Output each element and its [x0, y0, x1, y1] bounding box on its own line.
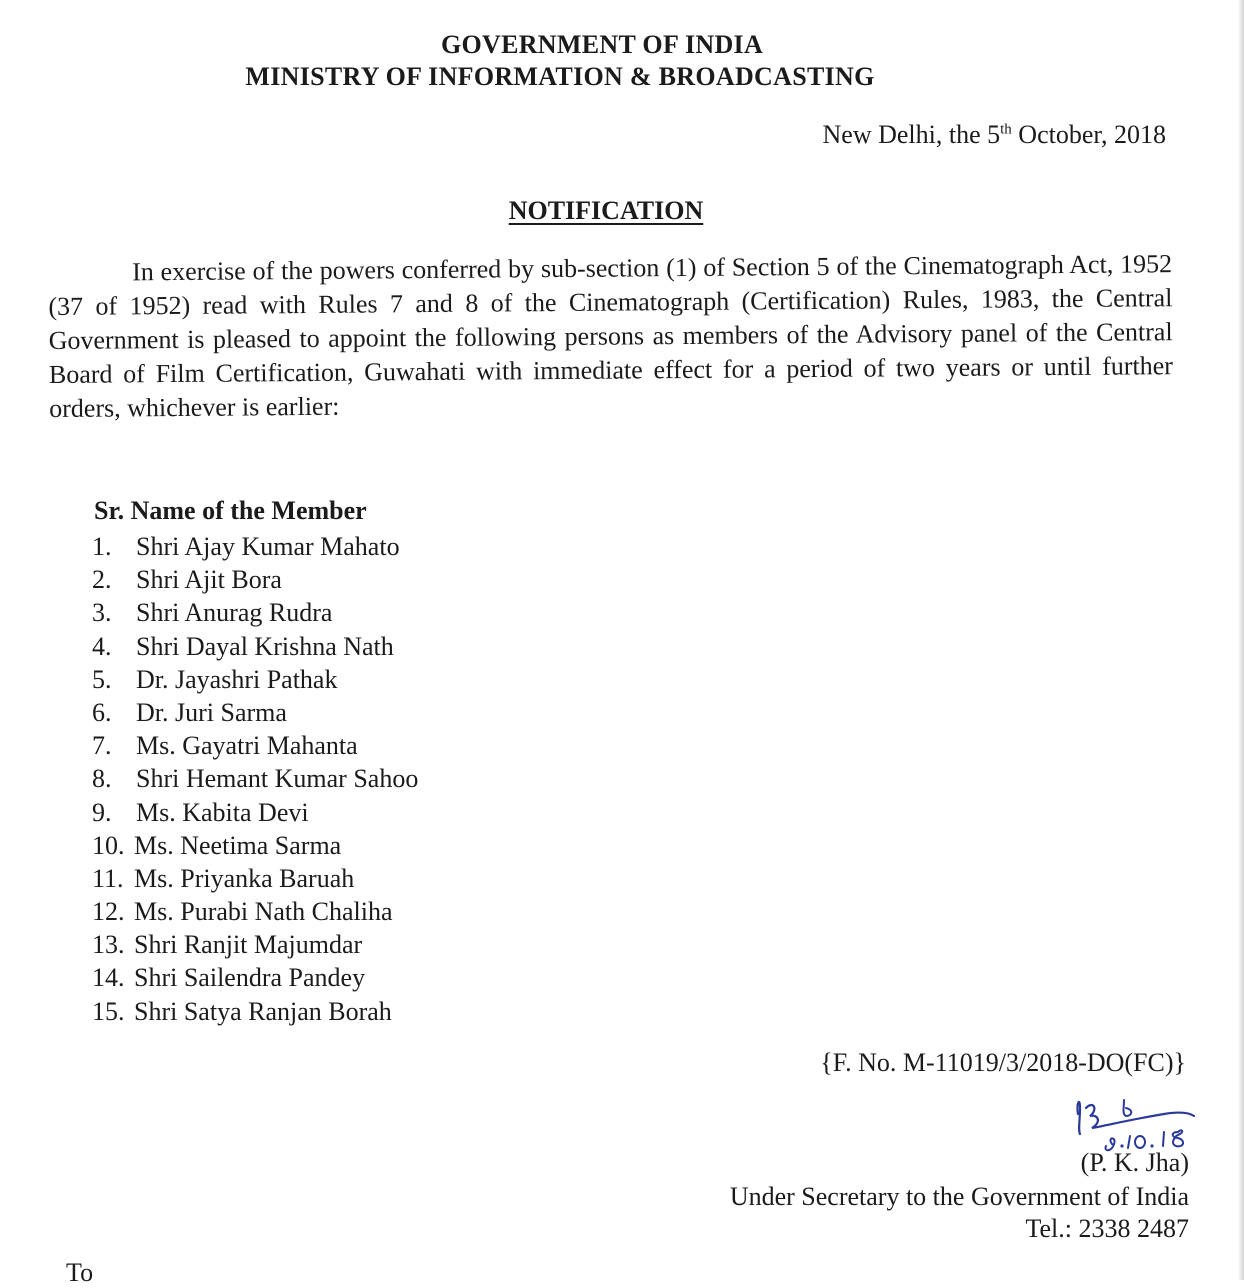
member-name: Ms. Kabita Devi — [136, 797, 309, 827]
notification-title: NOTIFICATION — [508, 196, 704, 225]
item-number: 3. — [92, 598, 112, 628]
list-item — [92, 630, 418, 663]
issue-date — [823, 120, 1167, 150]
member-name: Shri Ranjit Majumdar — [134, 930, 363, 960]
item-number: 7. — [92, 731, 112, 761]
list-item — [92, 762, 418, 795]
member-name: Shri Sailendra Pandey — [134, 963, 366, 993]
item-number: 10. — [92, 830, 125, 860]
item-number: 6. — [92, 697, 112, 727]
signatory-name: (P. K. Jha) — [1080, 1148, 1189, 1177]
scan-edge-shadow — [1238, 0, 1244, 1280]
signatory-telephone: Tel.: 2338 2487 — [1025, 1214, 1189, 1243]
list-item — [92, 895, 418, 928]
item-number: 15. — [92, 996, 125, 1026]
list-item — [92, 928, 418, 961]
list-item — [92, 995, 418, 1028]
member-list-heading: Sr. Name of the Member — [94, 496, 367, 525]
date-ordinal-suffix: th — [1000, 121, 1012, 138]
item-number: 9. — [92, 797, 112, 827]
item-number: 4. — [92, 631, 112, 661]
item-number: 8. — [92, 764, 112, 794]
list-item — [92, 563, 418, 596]
handwritten-signature — [1068, 1086, 1208, 1156]
addressee-label: To — [66, 1258, 94, 1287]
list-item — [92, 729, 418, 762]
item-number: 1. — [92, 532, 112, 561]
list-item — [92, 596, 418, 629]
item-number: 11. — [92, 863, 124, 893]
signatory-designation: Under Secretary to the Government of India — [729, 1182, 1189, 1211]
list-item — [92, 961, 418, 994]
file-number: {F. No. M-11019/3/2018-DO(FC)} — [820, 1048, 1186, 1077]
list-item — [92, 696, 418, 729]
member-name: Shri Ajit Bora — [136, 565, 282, 595]
header-ministry: MINISTRY OF INFORMATION & BROADCASTING — [245, 62, 875, 91]
member-name: Shri Satya Ranjan Borah — [134, 996, 392, 1026]
member-name: Ms. Gayatri Mahanta — [136, 731, 358, 761]
member-name: Dr. Jayashri Pathak — [136, 664, 338, 694]
item-number: 5. — [92, 664, 112, 694]
member-list — [92, 530, 418, 1028]
date-rest: October, 2018 — [1011, 120, 1166, 149]
member-name: Dr. Juri Sarma — [136, 697, 287, 727]
member-name: Ms. Neetima Sarma — [134, 830, 342, 860]
list-item — [92, 663, 418, 696]
header-government: GOVERNMENT OF INDIA — [440, 30, 764, 59]
member-name: Ms. Priyanka Baruah — [134, 863, 355, 893]
notification-body: In exercise of the powers conferred by sub-section (1) of Section 5 of the Cinematograph Act, 1952 (37 of 1952) read with Rules 7 and 8 of the Cinematograph (Certification) Rules, 1983, the Central Government is pleased to appoint the following persons as members of the Advisory panel of the Central Board of Film Certification, Guwahati with immediate effect for a period of two years or until further orders, whichever is earlier: — [48, 249, 1174, 423]
member-name: Shri Anurag Rudra — [136, 598, 333, 628]
date-prefix: New Delhi, the 5 — [822, 120, 1001, 149]
list-item — [92, 862, 418, 895]
item-number: 12. — [92, 897, 125, 927]
item-number: 14. — [92, 963, 125, 993]
list-item — [92, 829, 418, 862]
member-name: Shri Hemant Kumar Sahoo — [136, 764, 419, 794]
list-item — [92, 530, 418, 563]
member-name: Ms. Purabi Nath Chaliha — [134, 897, 393, 927]
member-name: Shri Ajay Kumar Mahato — [136, 532, 400, 561]
list-item — [92, 796, 418, 829]
item-number: 2. — [92, 565, 112, 595]
member-name: Shri Dayal Krishna Nath — [136, 631, 394, 661]
item-number: 13. — [92, 930, 125, 960]
